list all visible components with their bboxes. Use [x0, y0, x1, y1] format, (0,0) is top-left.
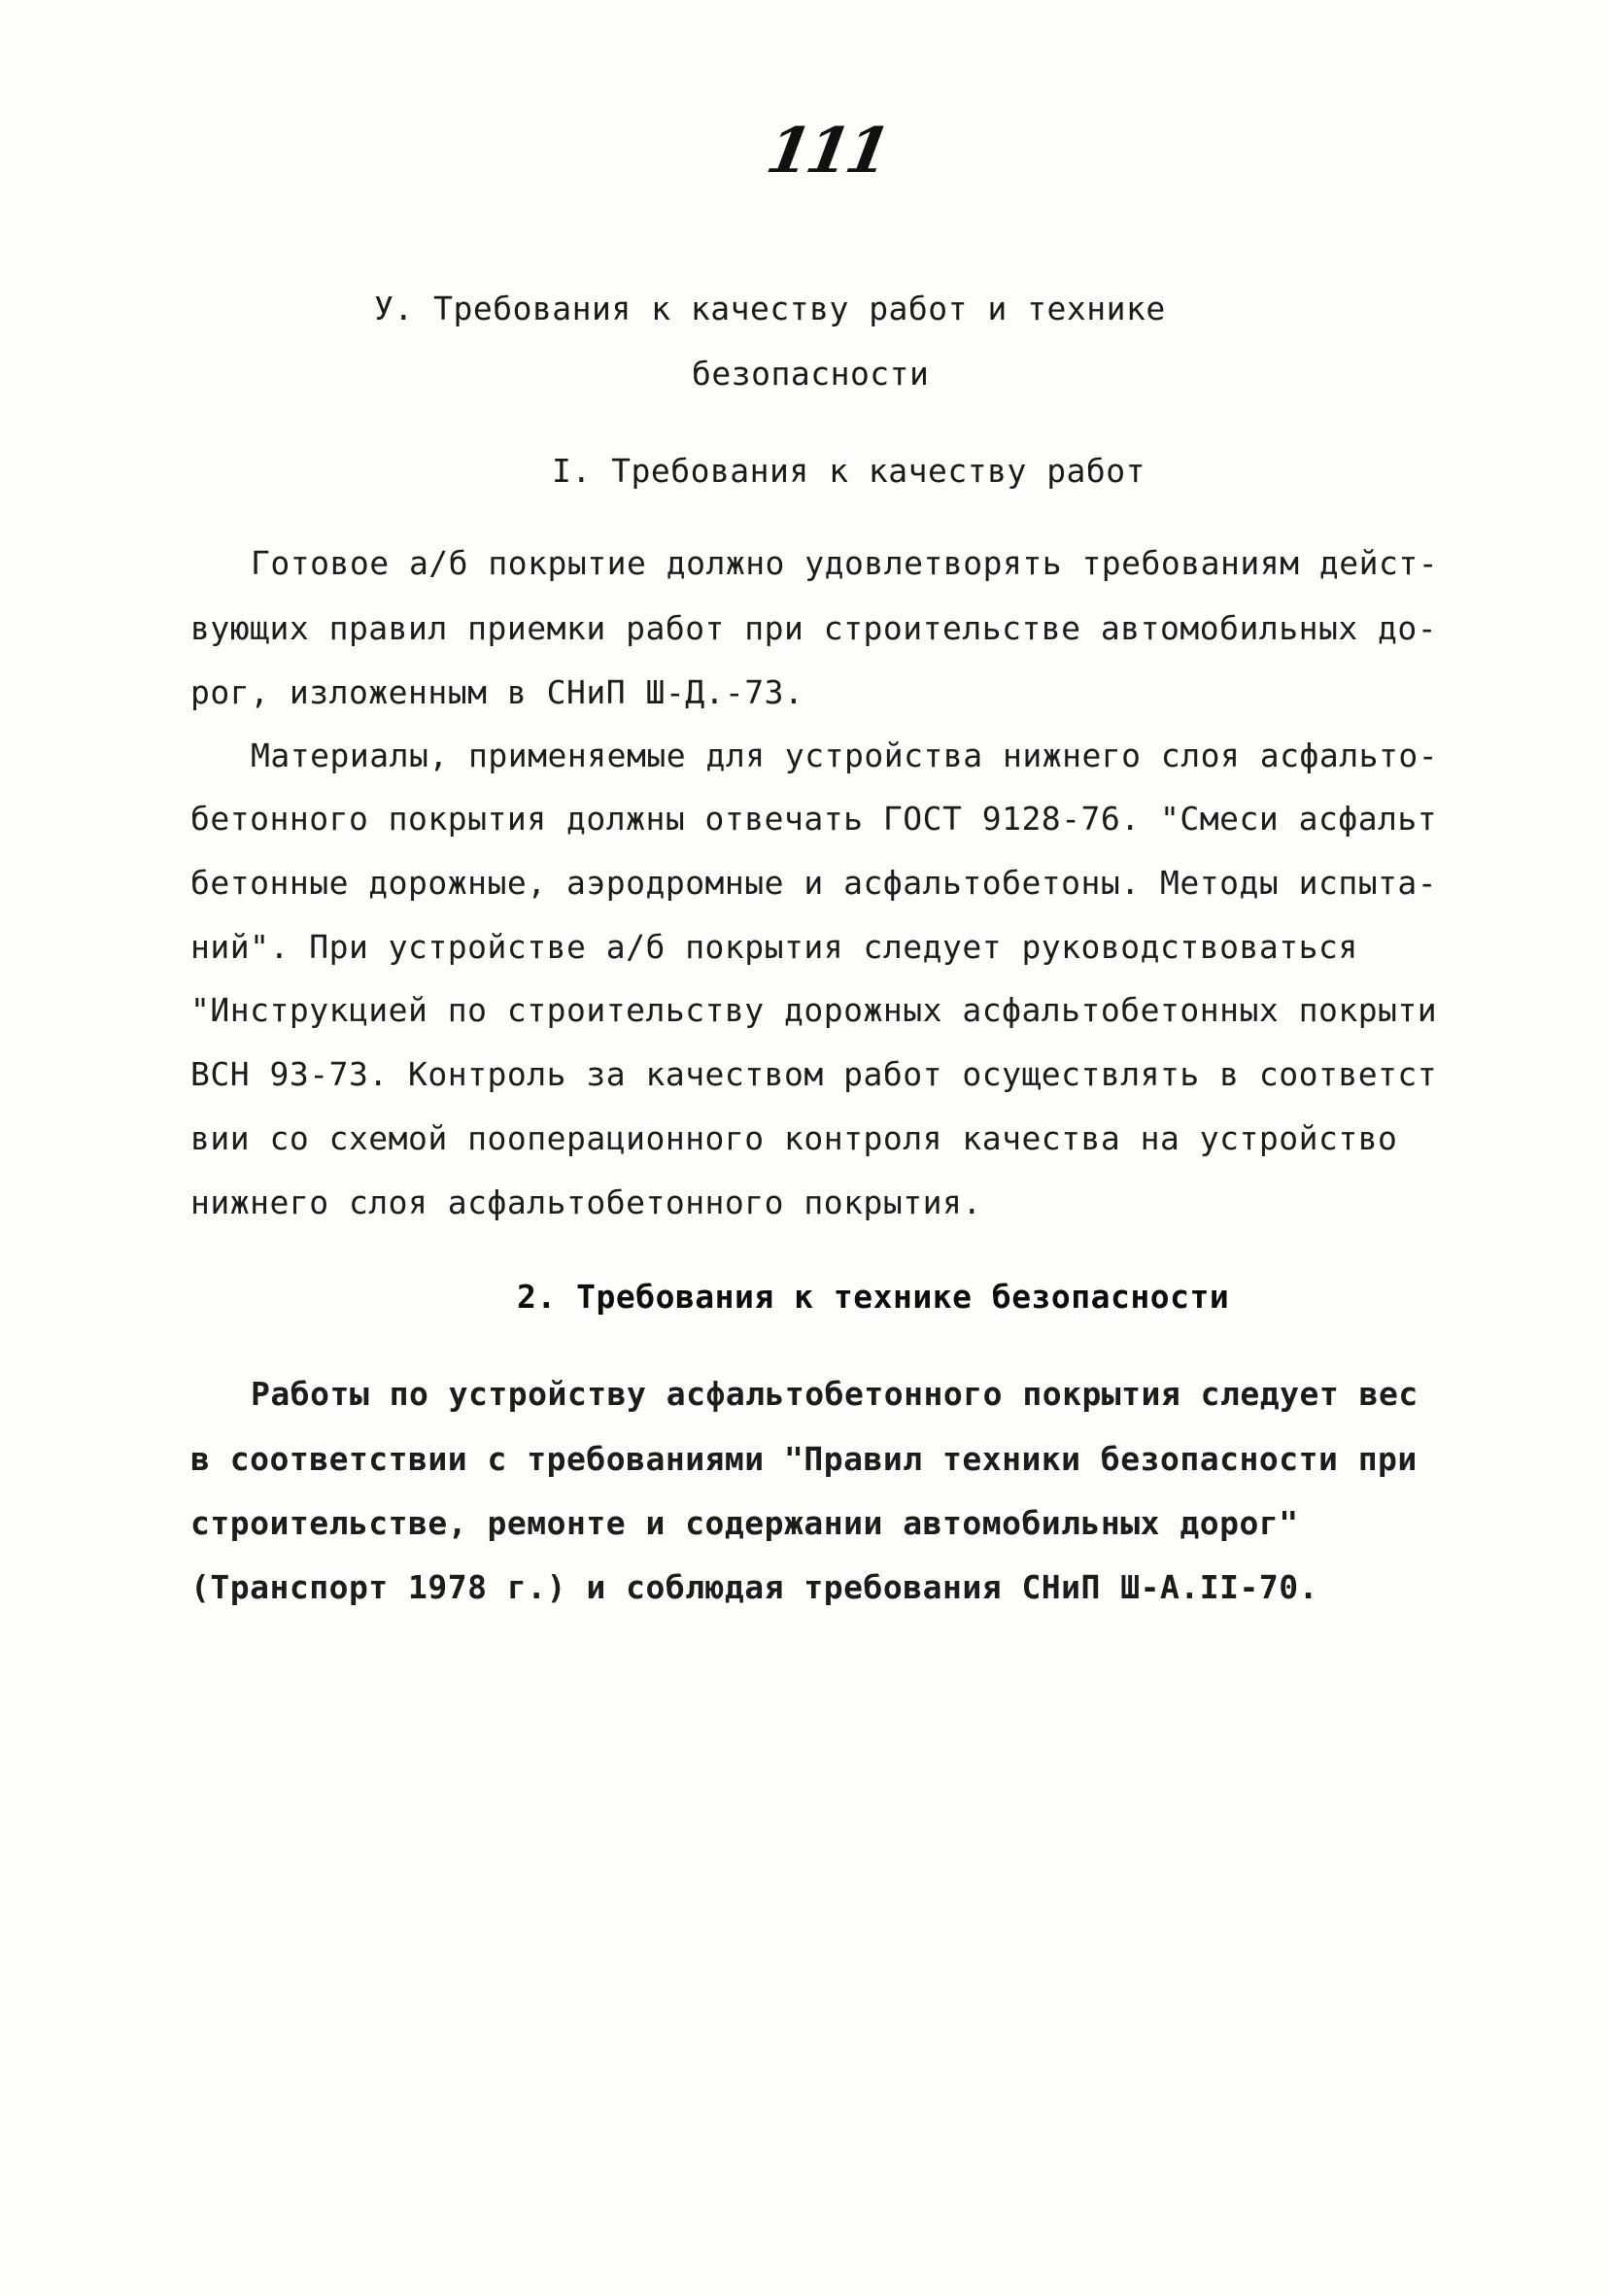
paragraph-line: вии со схемой пооперационного контроля качества на устройство	[190, 1119, 1398, 1157]
paragraph-line: бетонные дорожные, аэродромные и асфальтобетоны. Методы испыта-	[190, 864, 1438, 902]
section-title-line-1: У. Требования к качеству работ и технике	[374, 290, 1166, 327]
paragraph-line: Работы по устройству асфальтобетонного покрытия следует вес	[251, 1375, 1419, 1413]
paragraph-line: Готовое а/б покрытие должно удовлетворять требованиям дейст-	[251, 544, 1439, 582]
paragraph-line: бетонного покрытия должны отвечать ГОСТ 9128-76. "Смеси асфальт	[190, 800, 1438, 838]
subsection-2-title: 2. Требования к технике безопасности	[517, 1278, 1230, 1316]
paragraph-line: "Инструкцией по строительству дорожных асфальтобетонных покрыти	[190, 991, 1438, 1029]
subsection-1-title: I. Требования к качеству работ	[552, 452, 1146, 490]
paragraph-line: вующих правил приемки работ при строительстве автомобильных до-	[190, 609, 1438, 647]
paragraph-line: Материалы, применяемые для устройства нижнего слоя асфальто-	[251, 737, 1439, 774]
paragraph-line: нижнего слоя асфальтобетонного покрытия.	[190, 1183, 982, 1221]
paragraph-line: рог, изложенным в СНиП Ш-Д.-73.	[190, 673, 804, 711]
paragraph-line: (Транспорт 1978 г.) и соблюдая требования СНиП Ш-А.II-70.	[190, 1568, 1318, 1606]
page-number: 111	[761, 115, 893, 188]
paragraph-line: строительстве, ремонте и содержании автомобильных дорог"	[190, 1504, 1299, 1542]
section-title-line-2: безопасности	[692, 355, 930, 393]
paragraph-line: ВСН 93-73. Контроль за качеством работ осуществлять в соответст	[190, 1055, 1438, 1093]
paragraph-line: ний". При устройстве а/б покрытия следует руководствоваться	[190, 928, 1358, 966]
paragraph-line: в соответствии с требованиями "Правил техники безопасности при	[190, 1440, 1418, 1478]
